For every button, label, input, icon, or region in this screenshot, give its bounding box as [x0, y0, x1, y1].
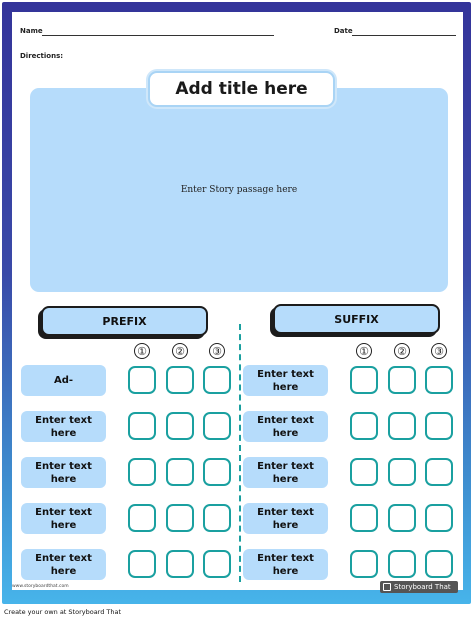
prefix-number-3: ③ — [209, 343, 225, 359]
prefix-box-5-1[interactable] — [128, 550, 156, 578]
suffix-box-1-2[interactable] — [388, 366, 416, 394]
suffix-box-4-1[interactable] — [350, 504, 378, 532]
suffix-number-1: ① — [356, 343, 372, 359]
column-divider — [239, 324, 241, 582]
prefix-word-4[interactable]: Enter text here — [21, 503, 106, 534]
prefix-box-1-1[interactable] — [128, 366, 156, 394]
prefix-word-3[interactable]: Enter text here — [21, 457, 106, 488]
suffix-box-2-3[interactable] — [425, 412, 453, 440]
prefix-box-2-3[interactable] — [203, 412, 231, 440]
suffix-box-3-1[interactable] — [350, 458, 378, 486]
suffix-box-3-2[interactable] — [388, 458, 416, 486]
suffix-word-5[interactable]: Enter text here — [243, 549, 328, 580]
prefix-box-4-3[interactable] — [203, 504, 231, 532]
storyboard-logo[interactable] — [380, 581, 458, 593]
name-label: Name — [20, 27, 43, 35]
name-line[interactable] — [42, 35, 274, 36]
suffix-box-1-1[interactable] — [350, 366, 378, 394]
prefix-box-5-2[interactable] — [166, 550, 194, 578]
prefix-word-2[interactable]: Enter text here — [21, 411, 106, 442]
story-passage-text: Enter Story passage here — [180, 185, 298, 195]
prefix-box-2-1[interactable] — [128, 412, 156, 440]
prefix-header-label: PREFIX — [102, 314, 147, 328]
title-box[interactable] — [148, 71, 335, 107]
suffix-word-1[interactable]: Enter text here — [243, 365, 328, 396]
worksheet — [12, 12, 463, 590]
suffix-box-4-3[interactable] — [425, 504, 453, 532]
suffix-box-1-3[interactable] — [425, 366, 453, 394]
prefix-box-3-2[interactable] — [166, 458, 194, 486]
prefix-box-4-2[interactable] — [166, 504, 194, 532]
prefix-box-4-1[interactable] — [128, 504, 156, 532]
suffix-box-5-2[interactable] — [388, 550, 416, 578]
suffix-box-4-2[interactable] — [388, 504, 416, 532]
prefix-box-3-1[interactable] — [128, 458, 156, 486]
suffix-number-2: ② — [394, 343, 410, 359]
story-passage-box[interactable] — [30, 88, 448, 292]
prefix-header — [41, 306, 208, 336]
suffix-number-3: ③ — [431, 343, 447, 359]
suffix-box-5-3[interactable] — [425, 550, 453, 578]
suffix-header-label: SUFFIX — [334, 312, 379, 326]
prefix-box-3-3[interactable] — [203, 458, 231, 486]
prefix-box-1-2[interactable] — [166, 366, 194, 394]
suffix-box-2-1[interactable] — [350, 412, 378, 440]
storyboard-logo-text: Storyboard That — [394, 583, 451, 591]
suffix-word-4[interactable]: Enter text here — [243, 503, 328, 534]
prefix-word-5[interactable]: Enter text here — [21, 549, 106, 580]
suffix-word-2[interactable]: Enter text here — [243, 411, 328, 442]
suffix-box-5-1[interactable] — [350, 550, 378, 578]
page-frame — [2, 2, 471, 604]
directions-label: Directions: — [20, 52, 64, 60]
suffix-box-2-2[interactable] — [388, 412, 416, 440]
footer-url[interactable]: www.storyboardthat.com — [12, 584, 69, 589]
storyboard-logo-icon — [383, 583, 391, 591]
date-line[interactable] — [352, 35, 456, 36]
suffix-word-3[interactable]: Enter text here — [243, 457, 328, 488]
prefix-word-1[interactable]: Ad- — [21, 365, 106, 396]
prefix-box-1-3[interactable] — [203, 366, 231, 394]
suffix-header — [273, 304, 440, 334]
prefix-box-5-3[interactable] — [203, 550, 231, 578]
date-label: Date — [334, 27, 353, 35]
prefix-number-2: ② — [172, 343, 188, 359]
prefix-number-1: ① — [134, 343, 150, 359]
credit-text[interactable]: Create your own at Storyboard That — [4, 608, 122, 616]
prefix-box-2-2[interactable] — [166, 412, 194, 440]
page-title: Add title here — [175, 79, 308, 99]
suffix-box-3-3[interactable] — [425, 458, 453, 486]
